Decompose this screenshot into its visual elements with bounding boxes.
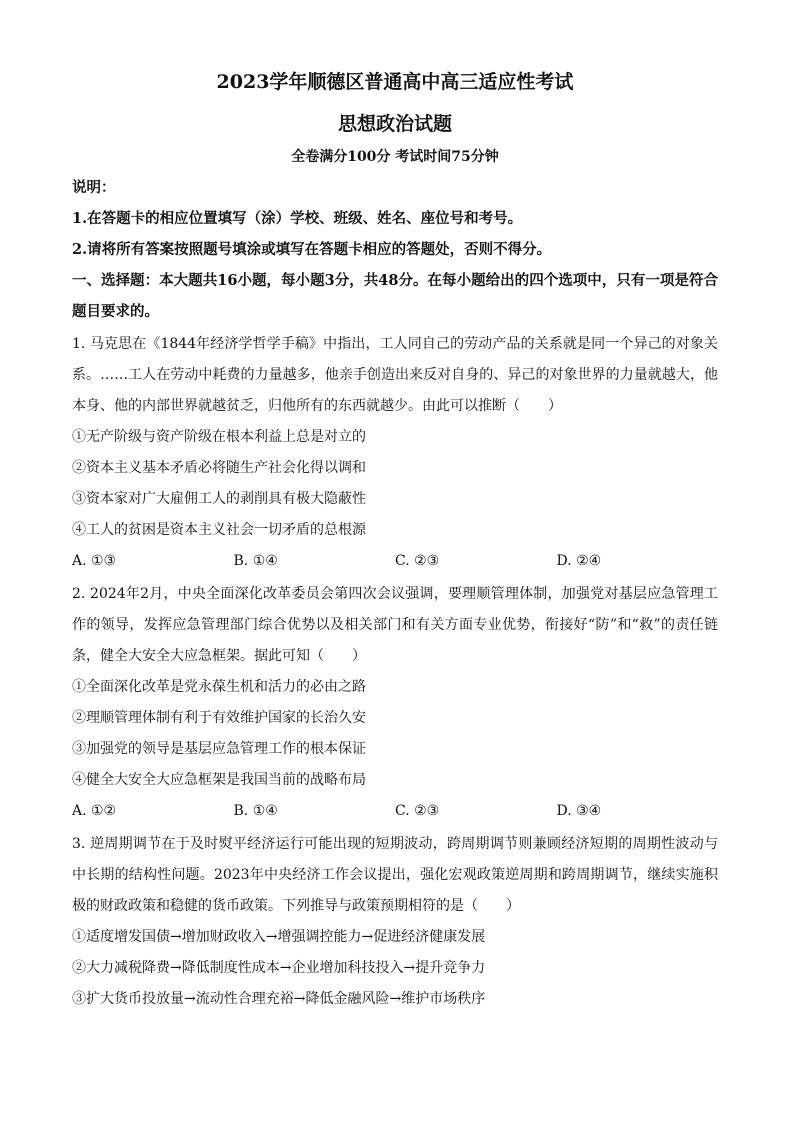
statement-3: ③扩大货币投放量→流动性合理充裕→降低金融风险→维护市场秩序 (72, 991, 486, 1007)
choice-d: D. ②④ (556, 553, 602, 569)
question-3 (72, 829, 718, 1015)
statement-2: ②大力减税降费→降低制度性成本→企业增加科技投入→提升竞争力 (72, 960, 486, 976)
exam-meta: 全卷满分100分 考试时间75分钟 (291, 149, 499, 165)
instruction-item-1: 1.在答题卡的相应位置填写（涂）学校、班级、姓名、座位号和考号。 (72, 210, 523, 227)
choice-a: A. ①③ (72, 553, 117, 569)
exam-subject: 思想政治试题 (337, 113, 452, 135)
statement-1: ①全面深化改革是党永葆生机和活力的必由之路 (72, 679, 366, 695)
question-1 (72, 329, 718, 577)
instructions-heading: 说明： (72, 179, 116, 196)
choice-b: B. ①④ (233, 803, 278, 819)
question-stem: 2. 2024年2月，中央全面深化改革委员会第四次会议强调，要理顺管理体制，加强党对基层应急管理工作的领导，发挥应急管理部门综合优势以及相关部门和有关方面专业优势，衔接好“防”和“救”的责任链条，健全大安全大应急框架。据此可知（ ） (72, 586, 718, 664)
answer-choices (72, 796, 718, 827)
statement-1: ①无产阶级与资产阶级在根本利益上总是对立的 (72, 429, 366, 445)
section-heading: 一、选择题：本大题共16小题，每小题3分，共48分。在每小题给出的四个选项中，只有一项是符合题目要求的。 (72, 272, 718, 320)
statement-4: ④健全大安全大应急框架是我国当前的战略布局 (72, 772, 366, 788)
statement-3: ③加强党的领导是基层应急管理工作的根本保证 (72, 741, 366, 757)
statement-3: ③资本家对广大雇佣工人的剥削具有极大隐蔽性 (72, 491, 366, 507)
question-2 (72, 579, 718, 827)
statement-2: ②理顺管理体制有利于有效维护国家的长治久安 (72, 710, 366, 726)
exam-title: 2023学年顺德区普通高中高三适应性考试 (216, 71, 574, 93)
question-stem: 3. 逆周期调节在于及时熨平经济运行可能出现的短期波动，跨周期调节则兼顾经济短期的周期性波动与中长期的结构性问题。2023年中央经济工作会议提出，强化宏观政策逆周期和跨周期调节，继续实施积极的财政政策和稳健的货币政策。下列推导与政策预期相符的是（ ） (72, 836, 718, 914)
answer-choices (72, 546, 718, 577)
statement-2: ②资本主义基本矛盾必将随生产社会化得以调和 (72, 460, 366, 476)
statement-4: ④工人的贫困是资本主义社会一切矛盾的总根源 (72, 522, 366, 538)
instruction-item-2: 2.请将所有答案按照题号填涂或填写在答题卡相应的答题处，否则不得分。 (72, 241, 552, 258)
choice-b: B. ①④ (233, 553, 278, 569)
statement-1: ①适度增发国债→增加财政收入→增强调控能力→促进经济健康发展 (72, 929, 486, 945)
choice-c: C. ②③ (395, 553, 440, 569)
choice-a: A. ①② (72, 803, 117, 819)
choice-c: C. ②③ (395, 803, 440, 819)
question-stem: 1. 马克思在《1844年经济学哲学手稿》中指出，工人同自己的劳动产品的关系就是同一个异己的对象关系。……工人在劳动中耗费的力量越多，他亲手创造出来反对自身的、异己的对象世界的力量就越大，他本身、他的内部世界就越贫乏，归他所有的东西就越少。由此可以推断（ ） (72, 336, 718, 414)
choice-d: D. ③④ (556, 803, 602, 819)
